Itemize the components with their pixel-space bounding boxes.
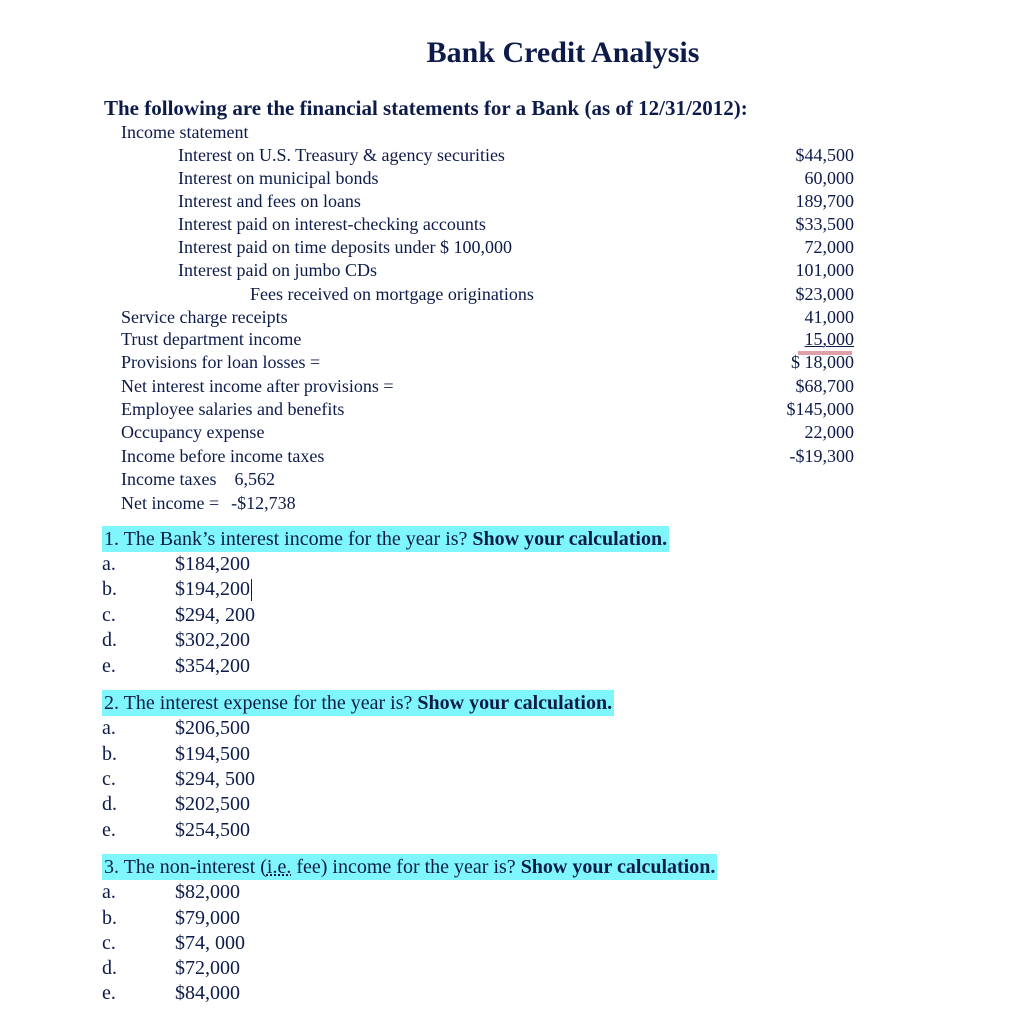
statement-label: Interest paid on time deposits under $ 100,000 <box>178 237 512 257</box>
statement-label: Interest and fees on loans <box>178 191 361 211</box>
statement-label: Provisions for loan losses = <box>121 352 321 372</box>
statement-label: Service charge receipts <box>121 307 288 327</box>
option-answer: $354,200 <box>175 655 250 677</box>
statement-row <box>0 145 1016 169</box>
net-income-line <box>121 493 296 514</box>
statement-row <box>0 237 1016 261</box>
ie-abbreviation: i.e. <box>266 856 292 878</box>
option-answer: $79,000 <box>175 907 240 929</box>
statement-row <box>0 422 1016 446</box>
statement-value: $ 18,000 <box>791 352 854 372</box>
net-income-value: -$12,738 <box>231 493 296 513</box>
option-answer: $194,200 <box>175 578 250 600</box>
statement-label: Employee salaries and benefits <box>121 399 345 419</box>
option-letter: d. <box>102 629 117 651</box>
income-taxes-line <box>121 469 275 490</box>
income-taxes-label: Income taxes <box>121 469 217 489</box>
question-instruction: Show your calculation. <box>417 692 613 714</box>
text-cursor <box>251 579 252 601</box>
question-text-start: 3. The non-interest ( <box>104 856 267 878</box>
question-text: fee) income for the year is? <box>291 856 521 878</box>
statement-value: -$19,300 <box>789 446 854 466</box>
page-title: Bank Credit Analysis <box>426 36 700 69</box>
statement-value: 41,000 <box>804 307 854 327</box>
statement-label: Interest paid on interest-checking accounts <box>178 214 486 234</box>
option-letter: e. <box>102 819 116 841</box>
statement-label: Interest on municipal bonds <box>178 168 379 188</box>
option-answer: $206,500 <box>175 717 250 739</box>
question-3 <box>102 854 717 880</box>
statement-value: $68,700 <box>795 376 854 396</box>
option-answer: $74, 000 <box>175 932 245 954</box>
option-answer: $84,000 <box>175 982 240 1004</box>
option-answer: $302,200 <box>175 629 250 651</box>
statement-label: Occupancy expense <box>121 422 265 442</box>
intro-heading: The following are the financial statements for a Bank (as of 12/31/2012): <box>104 96 748 120</box>
question-instruction: Show your calculation. <box>472 528 668 550</box>
option-answer: $184,200 <box>175 553 250 575</box>
question-instruction: Show your calculation. <box>520 856 716 878</box>
option-answer: $254,500 <box>175 819 250 841</box>
statement-row <box>0 214 1016 238</box>
option-letter: a. <box>102 553 116 575</box>
statement-row <box>0 260 1016 284</box>
question-text: 2. The interest expense for the year is? <box>104 692 418 714</box>
option-letter: b. <box>102 743 117 765</box>
net-income-label: Net income = <box>121 493 220 513</box>
statement-value: $33,500 <box>795 214 854 234</box>
statement-label: Income before income taxes <box>121 446 325 466</box>
statement-row <box>0 307 1016 331</box>
option-letter: c. <box>102 932 116 954</box>
question-1 <box>102 526 669 552</box>
statement-row <box>0 376 1016 400</box>
statement-value: 101,000 <box>795 260 854 280</box>
option-letter: a. <box>102 881 116 903</box>
option-answer: $294, 500 <box>175 768 255 790</box>
option-letter: a. <box>102 717 116 739</box>
statement-value: 189,700 <box>795 191 854 211</box>
statement-row <box>0 329 1016 353</box>
option-letter: c. <box>102 768 116 790</box>
statement-row <box>0 352 1016 376</box>
option-answer: $194,500 <box>175 743 250 765</box>
option-letter: b. <box>102 907 117 929</box>
option-answer: $202,500 <box>175 793 250 815</box>
section-label: Income statement <box>121 122 249 142</box>
statement-value: 72,000 <box>804 237 854 257</box>
statement-label: Interest on U.S. Treasury & agency securities <box>178 145 505 165</box>
statement-label: Fees received on mortgage originations <box>250 284 534 304</box>
option-letter: b. <box>102 578 117 600</box>
statement-row <box>0 191 1016 215</box>
statement-label: Net interest income after provisions = <box>121 376 394 396</box>
option-letter: e. <box>102 655 116 677</box>
statement-value: 60,000 <box>804 168 854 188</box>
option-letter: d. <box>102 793 117 815</box>
statement-value: $145,000 <box>786 399 854 419</box>
statement-row <box>0 284 1016 308</box>
statement-value: $23,000 <box>795 284 854 304</box>
option-answer: $82,000 <box>175 881 240 903</box>
statement-label: Interest paid on jumbo CDs <box>178 260 377 280</box>
question-2 <box>102 690 614 716</box>
income-taxes-value: 6,562 <box>234 469 275 489</box>
option-answer: $72,000 <box>175 957 240 979</box>
statement-value: 22,000 <box>804 422 854 442</box>
option-answer: $294, 200 <box>175 604 255 626</box>
option-letter: d. <box>102 957 117 979</box>
statement-row <box>0 168 1016 192</box>
statement-value: $44,500 <box>795 145 854 165</box>
statement-row <box>0 446 1016 470</box>
option-letter: c. <box>102 604 116 626</box>
question-text: 1. The Bank’s interest income for the year is? <box>104 528 473 550</box>
option-letter: e. <box>102 982 116 1004</box>
statement-row <box>0 399 1016 423</box>
statement-value: 15,000 <box>804 329 854 349</box>
statement-label: Trust department income <box>121 329 302 349</box>
